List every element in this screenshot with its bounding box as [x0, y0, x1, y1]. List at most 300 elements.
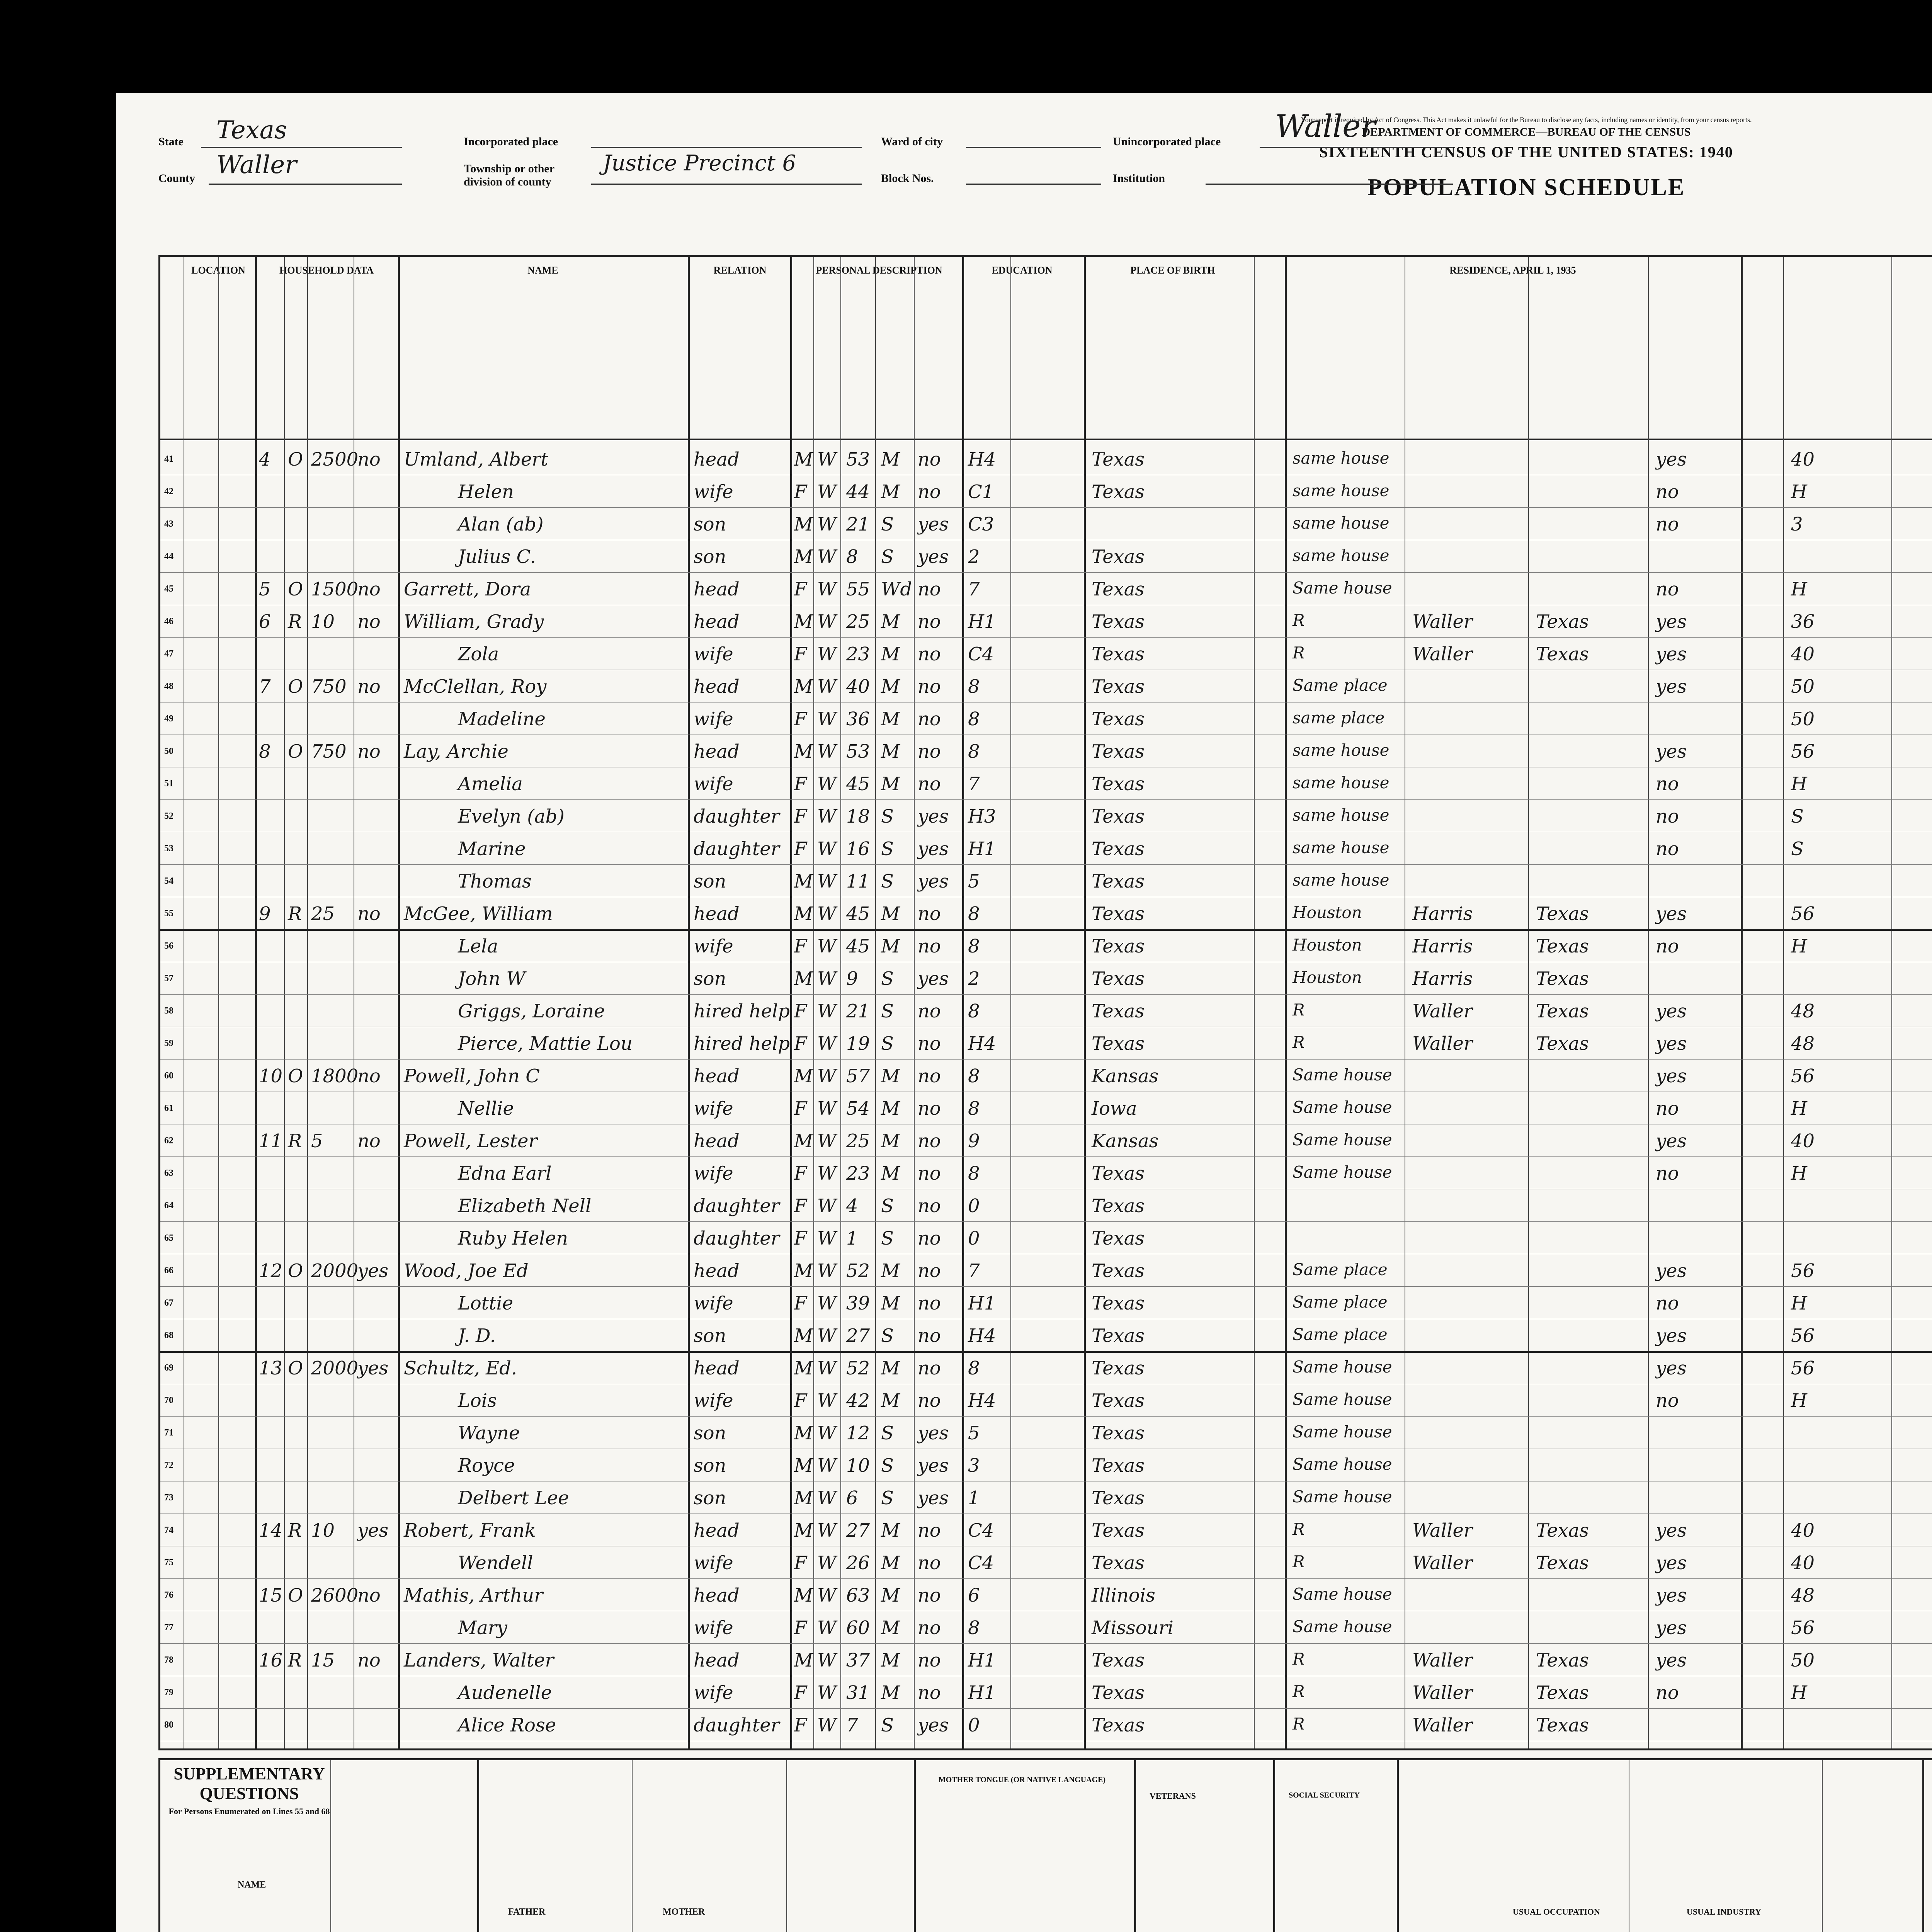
school-attendance: no [918, 1585, 941, 1606]
at-work: no [1656, 1293, 1679, 1314]
relation: head [694, 1585, 740, 1606]
marital-status: M [881, 481, 900, 503]
supp-col-occupation: USUAL OCCUPATION [1513, 1907, 1600, 1917]
relation: wife [694, 1163, 733, 1184]
race: W [817, 1390, 837, 1412]
line-number: 74 [164, 1525, 173, 1535]
school-attendance: yes [918, 1422, 949, 1444]
birthplace: Kansas [1092, 1065, 1159, 1087]
age: 12 [846, 1422, 870, 1444]
at-work: no [1656, 838, 1679, 860]
school-attendance: no [918, 741, 941, 762]
relation: son [694, 1325, 726, 1347]
school-attendance: no [918, 1260, 941, 1282]
highest-grade: C4 [968, 643, 994, 665]
highest-grade: 8 [968, 935, 980, 957]
birthplace: Texas [1092, 1195, 1145, 1217]
highest-grade: 8 [968, 1000, 980, 1022]
line-number: 51 [164, 779, 173, 789]
race: W [817, 1487, 837, 1509]
residence-town: Same house [1293, 1163, 1392, 1182]
highest-grade: 9 [968, 1130, 980, 1152]
race: W [817, 643, 837, 665]
group-relation: RELATION [713, 265, 767, 276]
line-number: 73 [164, 1493, 173, 1503]
age: 54 [846, 1098, 870, 1119]
race: W [817, 1000, 837, 1022]
race: W [817, 676, 837, 697]
sex: F [794, 1163, 807, 1184]
residence-state: Texas [1536, 1714, 1589, 1736]
age: 36 [846, 708, 870, 730]
race: W [817, 481, 837, 503]
person-name: J. D. [458, 1325, 496, 1347]
county-value: Waller [216, 151, 297, 179]
home-value: 1500 [311, 578, 359, 600]
at-work: yes [1656, 1520, 1687, 1541]
hours-worked: 40 [1791, 1552, 1815, 1574]
highest-grade: 5 [968, 1422, 980, 1444]
birthplace: Texas [1092, 611, 1145, 633]
relation: daughter [694, 806, 780, 827]
residence-county: Harris [1412, 935, 1473, 957]
residence-town: same house [1293, 546, 1389, 565]
highest-grade: 5 [968, 871, 980, 892]
at-work: no [1656, 1682, 1679, 1704]
race: W [817, 903, 837, 925]
marital-status: M [881, 1130, 900, 1152]
at-work: no [1656, 806, 1679, 827]
school-attendance: yes [918, 806, 949, 827]
school-attendance: yes [918, 1714, 949, 1736]
marital-status: S [881, 838, 894, 860]
school-attendance: no [918, 1000, 941, 1022]
person-name: Madeline [458, 708, 546, 730]
at-work: yes [1656, 1357, 1687, 1379]
relation: wife [694, 1552, 733, 1574]
person-name: Nellie [458, 1098, 514, 1119]
relation: hired help [694, 1000, 790, 1022]
residence-town: R [1293, 1033, 1305, 1052]
sex: F [794, 1098, 807, 1119]
school-attendance: no [918, 578, 941, 600]
marital-status: Wd [881, 578, 912, 600]
farm-residence: no [357, 1650, 381, 1671]
hours-worked: H [1791, 1390, 1807, 1412]
unincorporated-label: Unincorporated place [1113, 135, 1221, 148]
birthplace: Texas [1092, 1455, 1145, 1476]
residence-town: Same house [1293, 1390, 1392, 1409]
person-name: Mary [458, 1617, 507, 1639]
race: W [817, 708, 837, 730]
relation: son [694, 514, 726, 535]
race: W [817, 546, 837, 568]
line-number: 41 [164, 454, 173, 464]
residence-town: R [1293, 1714, 1305, 1733]
residence-town: same house [1293, 773, 1389, 792]
sex: M [794, 514, 813, 535]
school-attendance: no [918, 708, 941, 730]
relation: head [694, 741, 740, 762]
supp-col-name: NAME [238, 1880, 266, 1890]
highest-grade: 8 [968, 1163, 980, 1184]
at-work: no [1656, 578, 1679, 600]
residence-town: Same place [1293, 1293, 1388, 1311]
sex: F [794, 935, 807, 957]
school-attendance: no [918, 1195, 941, 1217]
home-tenure: R [288, 611, 302, 633]
marital-status: S [881, 546, 894, 568]
relation: head [694, 903, 740, 925]
at-work: yes [1656, 676, 1687, 697]
person-name: Thomas [458, 871, 532, 892]
race: W [817, 773, 837, 795]
highest-grade: H4 [968, 1325, 996, 1347]
school-attendance: no [918, 1293, 941, 1314]
hours-worked: 48 [1791, 1000, 1815, 1022]
marital-status: S [881, 871, 894, 892]
birthplace: Texas [1092, 578, 1145, 600]
marital-status: S [881, 1422, 894, 1444]
hours-worked: 40 [1791, 643, 1815, 665]
home-tenure: R [288, 1130, 302, 1152]
sex: F [794, 806, 807, 827]
birthplace: Texas [1092, 1325, 1145, 1347]
marital-status: M [881, 741, 900, 762]
sex: M [794, 611, 813, 633]
highest-grade: 8 [968, 1098, 980, 1119]
hours-worked: 56 [1791, 1260, 1815, 1282]
visit-number: 4 [259, 449, 271, 470]
residence-town: Same house [1293, 1585, 1392, 1604]
sex: F [794, 1390, 807, 1412]
age: 25 [846, 611, 870, 633]
marital-status: M [881, 676, 900, 697]
residence-county: Harris [1412, 903, 1473, 925]
birthplace: Texas [1092, 968, 1145, 990]
home-tenure: R [288, 1520, 302, 1541]
township-label: Township or other division of county [464, 162, 554, 188]
hours-worked: H [1791, 1098, 1807, 1119]
sex: F [794, 1293, 807, 1314]
highest-grade: 0 [968, 1714, 980, 1736]
residence-town: Same place [1293, 1325, 1388, 1344]
home-tenure: O [288, 1260, 303, 1282]
sex: F [794, 708, 807, 730]
at-work: yes [1656, 1552, 1687, 1574]
unincorporated-value: Waller [1275, 108, 1376, 144]
marital-status: M [881, 449, 900, 470]
highest-grade: 7 [968, 773, 980, 795]
person-name: Marine [458, 838, 526, 860]
race: W [817, 1033, 837, 1054]
race: W [817, 449, 837, 470]
race: W [817, 1585, 837, 1606]
farm-residence: no [357, 449, 381, 470]
birthplace: Texas [1092, 1552, 1145, 1574]
school-attendance: no [918, 1033, 941, 1054]
residence-town: Same house [1293, 1130, 1392, 1149]
home-value: 750 [311, 741, 347, 762]
school-attendance: yes [918, 1455, 949, 1476]
birthplace: Texas [1092, 871, 1145, 892]
institution-label: Institution [1113, 172, 1165, 185]
relation: son [694, 871, 726, 892]
person-name: Lay, Archie [404, 741, 509, 762]
race: W [817, 611, 837, 633]
school-attendance: yes [918, 1487, 949, 1509]
race: W [817, 1617, 837, 1639]
relation: wife [694, 1617, 733, 1639]
age: 52 [846, 1260, 870, 1282]
residence-town: same house [1293, 514, 1389, 532]
highest-grade: 8 [968, 676, 980, 697]
hours-worked: 36 [1791, 611, 1815, 633]
supplementary-subtitle: For Persons Enumerated on Lines 55 and 68 [168, 1806, 330, 1816]
sex: M [794, 968, 813, 990]
line-number: 78 [164, 1655, 173, 1665]
age: 25 [846, 1130, 870, 1152]
school-attendance: no [918, 773, 941, 795]
birthplace: Texas [1092, 1033, 1145, 1054]
person-name: Mathis, Arthur [404, 1585, 543, 1606]
birthplace: Texas [1092, 1422, 1145, 1444]
home-value: 2000 [311, 1357, 359, 1379]
hours-worked: 40 [1791, 1130, 1815, 1152]
home-value: 2500 [311, 449, 359, 470]
person-name: Lela [458, 935, 498, 957]
farm-residence: no [357, 676, 381, 697]
person-name: Garrett, Dora [404, 578, 531, 600]
school-attendance: no [918, 1065, 941, 1087]
race: W [817, 1650, 837, 1671]
race: W [817, 1422, 837, 1444]
residence-town: Same house [1293, 1455, 1392, 1474]
line-number: 48 [164, 681, 173, 691]
at-work: no [1656, 1163, 1679, 1184]
hours-worked: 56 [1791, 1065, 1815, 1087]
population-grid [158, 255, 1932, 1750]
sex: F [794, 481, 807, 503]
relation: head [694, 1650, 740, 1671]
sex: M [794, 1130, 813, 1152]
sex: F [794, 1228, 807, 1249]
sex: M [794, 546, 813, 568]
residence-town: Houston [1293, 903, 1362, 922]
supp-col-social: SOCIAL SECURITY [1289, 1791, 1360, 1799]
farm-residence: yes [357, 1260, 389, 1282]
marital-status: M [881, 1357, 900, 1379]
line-number: 65 [164, 1233, 173, 1243]
marital-status: S [881, 806, 894, 827]
age: 10 [846, 1455, 870, 1476]
highest-grade: C3 [968, 514, 994, 535]
sex: M [794, 1520, 813, 1541]
group-personal: PERSONAL DESCRIPTION [816, 265, 942, 276]
supp-col-mother: MOTHER [663, 1907, 705, 1917]
person-name: McClellan, Roy [404, 676, 547, 697]
visit-number: 5 [259, 578, 271, 600]
residence-county: Waller [1412, 611, 1473, 633]
age: 26 [846, 1552, 870, 1574]
marital-status: M [881, 1098, 900, 1119]
age: 19 [846, 1033, 870, 1054]
line-number: 80 [164, 1720, 173, 1730]
home-value: 10 [311, 611, 335, 633]
hours-worked: 50 [1791, 676, 1815, 697]
person-name: Ruby Helen [458, 1228, 568, 1249]
highest-grade: 3 [968, 1455, 980, 1476]
hours-worked: 50 [1791, 1650, 1815, 1671]
residence-town: Same house [1293, 1487, 1392, 1506]
person-name: McGee, William [404, 903, 553, 925]
residence-state: Texas [1536, 968, 1589, 990]
residence-town: R [1293, 1552, 1305, 1571]
supplementary-section [158, 1758, 1932, 1932]
school-attendance: no [918, 1228, 941, 1249]
residence-county: Waller [1412, 1650, 1473, 1671]
age: 40 [846, 676, 870, 697]
marital-status: M [881, 1390, 900, 1412]
marital-status: M [881, 1163, 900, 1184]
home-value: 2000 [311, 1260, 359, 1282]
highest-grade: C4 [968, 1552, 994, 1574]
residence-state: Texas [1536, 611, 1589, 633]
supp-col-industry: USUAL INDUSTRY [1687, 1907, 1761, 1917]
residence-town: same house [1293, 871, 1389, 889]
age: 21 [846, 1000, 870, 1022]
relation: wife [694, 1682, 733, 1704]
person-name: Helen [458, 481, 514, 503]
school-attendance: yes [918, 871, 949, 892]
highest-grade: H4 [968, 1390, 996, 1412]
marital-status: M [881, 708, 900, 730]
line-number: 58 [164, 1006, 173, 1016]
highest-grade: 8 [968, 1357, 980, 1379]
age: 8 [846, 546, 858, 568]
supp-col-tongue: MOTHER TONGUE (OR NATIVE LANGUAGE) [938, 1776, 1106, 1784]
marital-status: M [881, 773, 900, 795]
residence-county: Waller [1412, 1520, 1473, 1541]
relation: wife [694, 481, 733, 503]
marital-status: M [881, 1065, 900, 1087]
ward-label: Ward of city [881, 135, 943, 148]
department-heading: DEPARTMENT OF COMMERCE—BUREAU OF THE CENSUS [1362, 126, 1691, 138]
residence-state: Texas [1536, 1033, 1589, 1054]
school-attendance: yes [918, 546, 949, 568]
supp-col-women [1930, 1768, 1932, 1784]
age: 63 [846, 1585, 870, 1606]
sex: M [794, 1455, 813, 1476]
residence-town: R [1293, 1520, 1305, 1539]
home-value: 1800 [311, 1065, 359, 1087]
age: 39 [846, 1293, 870, 1314]
sex: F [794, 1195, 807, 1217]
school-attendance: no [918, 1682, 941, 1704]
hours-worked: 48 [1791, 1033, 1815, 1054]
age: 42 [846, 1390, 870, 1412]
line-number: 55 [164, 908, 173, 918]
residence-town: Same house [1293, 1357, 1392, 1376]
highest-grade: 2 [968, 968, 980, 990]
home-tenure: O [288, 1585, 303, 1606]
age: 37 [846, 1650, 870, 1671]
person-name: Griggs, Loraine [458, 1000, 605, 1022]
group-education: EDUCATION [992, 265, 1053, 276]
race: W [817, 1130, 837, 1152]
farm-residence: no [357, 611, 381, 633]
race: W [817, 1520, 837, 1541]
sex: F [794, 1682, 807, 1704]
race: W [817, 1293, 837, 1314]
highest-grade: H1 [968, 1650, 996, 1671]
person-name: Evelyn (ab) [458, 806, 565, 827]
school-attendance: no [918, 1390, 941, 1412]
highest-grade: H4 [968, 449, 996, 470]
hours-worked: H [1791, 1682, 1807, 1704]
residence-town: R [1293, 643, 1305, 662]
at-work: yes [1656, 1065, 1687, 1087]
relation: daughter [694, 1228, 780, 1249]
sex: M [794, 1325, 813, 1347]
residence-state: Texas [1536, 1000, 1589, 1022]
highest-grade: 8 [968, 741, 980, 762]
visit-number: 8 [259, 741, 271, 762]
birthplace: Texas [1092, 449, 1145, 470]
line-number: 72 [164, 1460, 173, 1470]
hours-worked: H [1791, 481, 1807, 503]
line-number: 47 [164, 649, 173, 659]
person-name: Edna Earl [458, 1163, 552, 1184]
residence-state: Texas [1536, 1682, 1589, 1704]
visit-number: 14 [259, 1520, 283, 1541]
line-number: 62 [164, 1136, 173, 1146]
school-attendance: yes [918, 838, 949, 860]
visit-number: 9 [259, 903, 271, 925]
highest-grade: 8 [968, 1617, 980, 1639]
visit-number: 10 [259, 1065, 283, 1087]
group-household: HOUSEHOLD DATA [279, 265, 374, 276]
person-name: Royce [458, 1455, 515, 1476]
relation: son [694, 1487, 726, 1509]
school-attendance: no [918, 1357, 941, 1379]
person-name: John W [458, 968, 526, 990]
visit-number: 11 [259, 1130, 283, 1152]
schedule-title: POPULATION SCHEDULE [1367, 174, 1685, 201]
hours-worked: 48 [1791, 1585, 1815, 1606]
marital-status: S [881, 1195, 894, 1217]
sex: M [794, 1585, 813, 1606]
race: W [817, 935, 837, 957]
marital-status: M [881, 1585, 900, 1606]
group-residence: RESIDENCE, APRIL 1, 1935 [1449, 265, 1576, 276]
hours-worked: 3 [1791, 514, 1803, 535]
at-work: yes [1656, 1617, 1687, 1639]
relation: head [694, 1065, 740, 1087]
hours-worked: 50 [1791, 708, 1815, 730]
home-tenure: O [288, 741, 303, 762]
line-number: 46 [164, 616, 173, 626]
at-work: yes [1656, 1585, 1687, 1606]
birthplace: Texas [1092, 1520, 1145, 1541]
farm-residence: no [357, 1065, 381, 1087]
race: W [817, 1195, 837, 1217]
at-work: yes [1656, 1260, 1687, 1282]
at-work: no [1656, 1098, 1679, 1119]
visit-number: 7 [259, 676, 271, 697]
person-name: Wendell [458, 1552, 533, 1574]
person-name: Amelia [458, 773, 523, 795]
